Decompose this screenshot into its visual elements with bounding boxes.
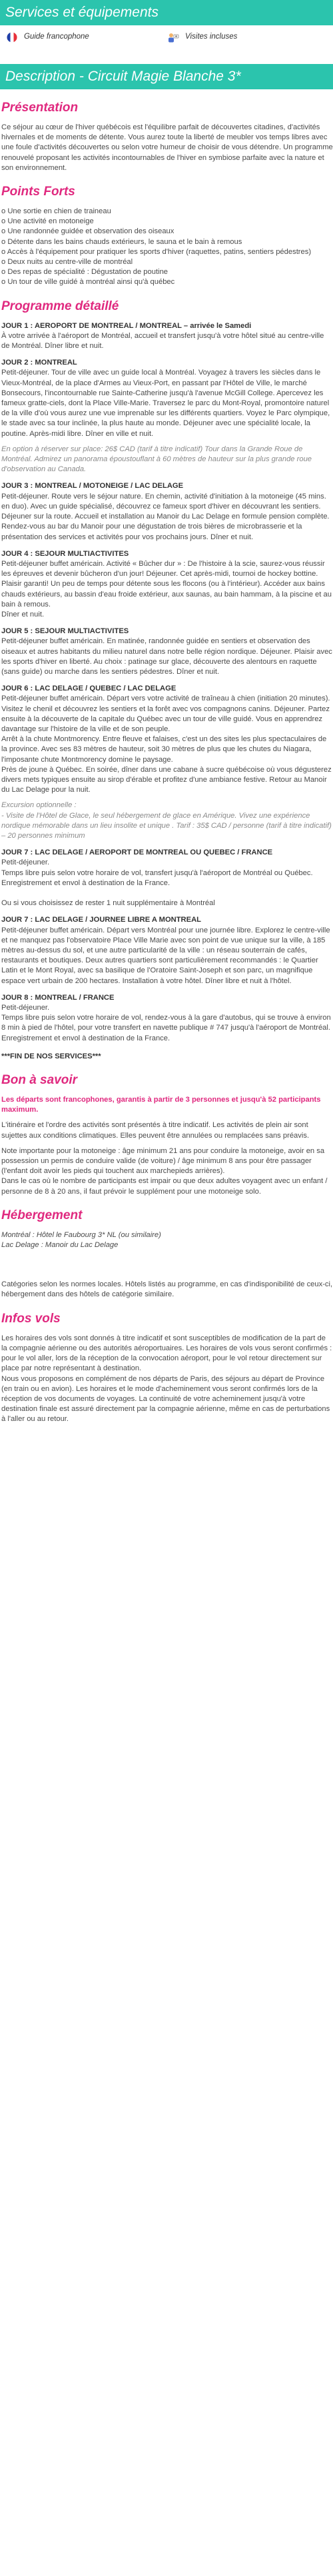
day-8 bbox=[1, 993, 333, 1044]
departures-highlight: Les départs sont francophones, garantis à partir de 3 personnes et jusqu'à 52 participants maximum. bbox=[1, 1096, 321, 1114]
day-title: JOUR 2 : MONTREAL bbox=[1, 359, 77, 367]
flights-text: Les horaires des vols sont donnés à titre indicatif et sont susceptibles de modification de la part de la compagnie aérienne ou des autorités aéroportuaires. Les horaires de vols vous seront confirmés : pour le vol aller, lors de la réception de la convocation aéroport, pour le vol retour directement sur place par notre représentant à destination. Nous vous proposons en complément de nos départs de Paris, des séjours au départ de Province (en train ou en avion). Les horaires et le mode d'acheminement vous seront confirmés lors de la réception de vos documents de voyages. La continuité de votre acheminement jusqu'à votre destination finale est assuré directement par la compagnie aérienne, même en cas de perturbations à l'aller ou au retour. bbox=[1, 1334, 332, 1424]
sightseeing-icon bbox=[166, 32, 180, 43]
service-visits bbox=[166, 32, 328, 64]
day-title: JOUR 7 : LAC DELAGE / JOURNEE LIBRE A MONTREAL bbox=[1, 916, 202, 924]
service-visits-label: Visites incluses bbox=[185, 33, 238, 41]
day-7b bbox=[1, 915, 333, 986]
day-6 bbox=[1, 684, 333, 841]
day-title: JOUR 4 : SEJOUR MULTIACTIVITES bbox=[1, 549, 129, 558]
day-text: Petit-déjeuner buffet américain. Départ vers Montréal pour une journée libre. Explorez le centre-ville et ne manquez pas l'observatoire Place Ville Marie avec son point de vue unique sur la ville, à 185 mètres au-dessus du sol, et une autre particularité de la ville : un réseau souterrain de cafés, restaurants et boutiques. Deux autres quartiers sont particulièrement recommandés : le Quartier Latin et le Mont Royal, avec sa basilique de l'Oratoire Saint-Joseph et son parc, un magnifique espace vert urbain de 200 hectares. Installation à votre hôtel. Dîner libre et nuit à l'hôtel. bbox=[1, 926, 330, 985]
list-item: o Une randonnée guidée et observation des oiseaux bbox=[1, 227, 174, 236]
description-title: Description - Circuit Magie Blanche 3* bbox=[5, 69, 241, 84]
day-option-text: Excursion optionnelle : - Visite de l'Hôtel de Glace, le seul hébergement de glace en Amérique. Vivez une expérience nordique mémorable dans un lieu insolite et unique . Tarif : 35$ CAD / personne (tarif à titre indicatif) – 20 personnes minimum bbox=[1, 801, 332, 840]
day-1 bbox=[1, 321, 333, 352]
day-title: JOUR 7 : LAC DELAGE / AEROPORT DE MONTREAL OU QUEBEC / FRANCE bbox=[1, 848, 273, 857]
day-text: Petit-déjeuner. Tour de ville avec un guide local à Montréal. Voyagez à travers les siècles dans le Vieux-Montréal, de la place d'Armes au Vieux-Port, en passant par l'Hôtel de Ville, le marché Bonsecours, l'incontournable rue Sainte-Catherine jusqu'à l'avenue McGill College. Apercevez les fameux gratte-ciels, dont la Place Ville-Marie. Traversez le parc du Mont-Royal, promontoire naturel de la ville d'où vous aurez une vue imprenable sur les différents quartiers. Voyez le Parc olympique, le stade avec sa tour inclinée, la plus haute au monde. Déjeuner avec une spécialité locale, la poutine. Après-midi libre. Dîner en ville et nuit. bbox=[1, 369, 330, 438]
end-of-services: ***FIN DE NOS SERVICES*** bbox=[1, 1052, 101, 1060]
hotel-list bbox=[1, 1230, 333, 1250]
list-item: o Deux nuits au centre-ville de montréal bbox=[1, 258, 133, 267]
day-text: Petit-déjeuner. Temps libre puis selon votre horaire de vol, transfert jusqu'à l'aéroport de Montréal ou Québec. Enregistrement et envol à destination de la France. Ou si vous choisissez de rester 1 nuit supplémentaire à Montréal bbox=[1, 858, 313, 908]
day-title: JOUR 6 : LAC DELAGE / QUEBEC / LAC DELAGE bbox=[1, 684, 176, 693]
day-3 bbox=[1, 481, 333, 542]
day-text: Petit-déjeuner buffet américain. En matinée, randonnée guidée en sentiers et observation des oiseaux et autres habitants du milieu naturel dans notre belle région nordique. Déjeuner. Plaisir avec les sports d'hiver en liberté. Au choix : patinage sur glace, découverte des alentours en raquette (sans guide) ou marche dans les sentiers pédestres. Dîner et nuit. bbox=[1, 637, 332, 676]
info-paragraph: Note importante pour la motoneige : âge minimum 21 ans pour conduire la motoneige, avoir en sa possession un permis de conduire valide (de voiture) / âge minimum 8 ans pour être passager (l'enfant doit avoir les pieds qui touchent aux marchepieds arrières). Dans le cas où le nombre de participants est impair ou que deux adultes voyagent avec un enfant / personne de 8 à 20 ans, il faut prévoir le supplément pour une motoneige solo. bbox=[1, 1146, 328, 1196]
day-text: Petit-déjeuner. Temps libre puis selon votre horaire de vol, rendez-vous à la gare d'autobus, qui se trouve à environ 8 min à pied de l'hôtel, pour votre transfert en navette publique # 747 jusqu'à l'aéroport de Montréal. Enregistrement et envol à destination de la France. bbox=[1, 1004, 331, 1042]
day-title: JOUR 5 : SEJOUR MULTIACTIVITES bbox=[1, 627, 129, 636]
day-text: Petit-déjeuner. Route vers le séjour nature. En chemin, activité d'initiation à la motoneige (45 mins. en duo). Avec un guide spécialisé, découvrez ce fameux sport d'hiver en découvrant les sentiers. Déjeuner sur la route. Accueil et installation au Manoir du Lac Delage en formule pension complète. Rendez-vous au bar du Manoir pour une dégustation de trois bières de microbrasserie et la présentation des services et activités pour vos prochains jours. Dîner et nuit. bbox=[1, 492, 330, 541]
day-5 bbox=[1, 627, 333, 677]
day-2 bbox=[1, 358, 333, 475]
presentation-heading: Présentation bbox=[1, 101, 79, 115]
day-option-text: En option à réserver sur place: 26$ CAD (tarif à titre indicatif) Tour dans la Grande Roue de Montréal. Admirez un panorama époustouflant à 60 mètres de hauteur sur la plus grande roue d'observation au Canada. bbox=[1, 445, 312, 474]
page-content bbox=[0, 100, 333, 1425]
list-item: o Accès à l'équipement pour pratiquer les sports d'hiver (raquettes, patins, sentiers pédestres) bbox=[1, 247, 312, 256]
description-banner bbox=[0, 64, 333, 89]
points-forts-list bbox=[1, 207, 333, 288]
services-banner bbox=[0, 0, 333, 25]
bon-a-savoir-heading: Bon à savoir bbox=[1, 1073, 78, 1088]
day-title: JOUR 1 : AEROPORT DE MONTREAL / MONTREAL – arrivée le Samedi bbox=[1, 321, 252, 330]
list-item: o Détente dans les bains chauds extérieurs, le sauna et le bain à remous bbox=[1, 237, 242, 246]
list-item: o Des repas de spécialité : Dégustation de poutine bbox=[1, 268, 168, 277]
services-title: Services et équipements bbox=[5, 5, 159, 20]
services-row bbox=[0, 25, 333, 64]
list-item: Montréal : Hôtel le Faubourg 3* NL (ou similaire) bbox=[1, 1230, 161, 1239]
presentation-text: Ce séjour au cœur de l'hiver québécois est l'équilibre parfait de découvertes citadines, d'activités hivernales et de moments de détente. Vous aurez toute la liberté de meubler vos temps libres avec une foule d'activités découvertes ou selon votre humeur de choisir de vous détendre. Un programme renouvelé proposant les activités incontournables de l'hiver en symbiose parfaite avec la nature et son environnement. bbox=[1, 123, 333, 172]
french-flag-icon bbox=[5, 32, 19, 43]
day-title: JOUR 3 : MONTREAL / MOTONEIGE / LAC DELAGE bbox=[1, 482, 184, 491]
service-guide bbox=[5, 32, 166, 64]
programme-days bbox=[1, 321, 333, 1062]
day-title: JOUR 8 : MONTREAL / FRANCE bbox=[1, 993, 115, 1002]
day-text: À votre arrivée à l'aéroport de Montréal, accueil et transfert jusqu'à votre hôtel situé au centre-ville de Montréal. Dîner libre et nuit. bbox=[1, 331, 324, 351]
day-text: Petit-déjeuner buffet américain. Activité « Bûcher dur » : De l'histoire à la scie, saurez-vous réussir les épreuves et devenir bûcheron d'un jour! Déjeuner. Cet après-midi, tournoi de hockey bottine. Plaisir garanti! Un peu de temps pour détente sous les flocons (ou à l'intérieur). Accéder aux bains chauds extérieurs, au bassin d'eau froide extérieur, aux saunas, au bain hammam, à la piscine et au bain à remous. Dîner et nuit. bbox=[1, 559, 332, 619]
day-7a bbox=[1, 848, 333, 908]
day-4 bbox=[1, 549, 333, 620]
hebergement-heading: Hébergement bbox=[1, 1208, 83, 1222]
info-paragraph: L'itinéraire et l'ordre des activités sont présentés à titre indicatif. Les activités de plein air sont sujettes aux conditions climatiques. Elles peuvent être annulées ou remplacées sans préavis. bbox=[1, 1121, 310, 1140]
list-item: Lac Delage : Manoir du Lac Delage bbox=[1, 1241, 119, 1250]
programme-heading: Programme détaillé bbox=[1, 299, 119, 313]
infos-vols-heading: Infos vols bbox=[1, 1311, 61, 1326]
hotel-note: Catégories selon les normes locales. Hôtels listés au programme, en cas d'indisponibilité de ceux-ci, hébergement dans des hôtels de catégorie similaire. bbox=[1, 1280, 333, 1299]
list-item: o Une sortie en chien de traineau bbox=[1, 207, 111, 216]
points-forts-heading: Points Forts bbox=[1, 185, 75, 199]
list-item: o Une activité en motoneige bbox=[1, 217, 94, 226]
day-text: Petit-déjeuner buffet américain. Départ vers votre activité de traîneau à chien (initiation 20 minutes). Visitez le chenil et découvrez les sentiers et la forêt avec vos compagnons canins. Déjeuner. Partez ensuite à la découverte de la capitale du Québec avec un tour de ville guidé. Vous en apprendrez davantage sur l'histoire de la ville et de son peuple. Arrêt à la chute Montmorency. Entre fleuve et falaises, c'est un des sites les plus spectaculaires de la province. Avec ses 83 mètres de hauteur, soit 30 mètres de plus que les chutes du Niagara, l'imposante chute Montmorency domine le paysage. Près de joune à Québec. En soirée, dîner dans une cabane à sucre québécoise où vous dégusterez divers mets typiques ensuite au sirop d'érable et profitez d'une ambiance festive. Retour au Manoir du Lac Delage pour la nuit. bbox=[1, 694, 332, 794]
service-guide-label: Guide francophone bbox=[24, 33, 89, 41]
list-item: o Un tour de ville guidé à montréal ainsi qu'à québec bbox=[1, 278, 175, 287]
